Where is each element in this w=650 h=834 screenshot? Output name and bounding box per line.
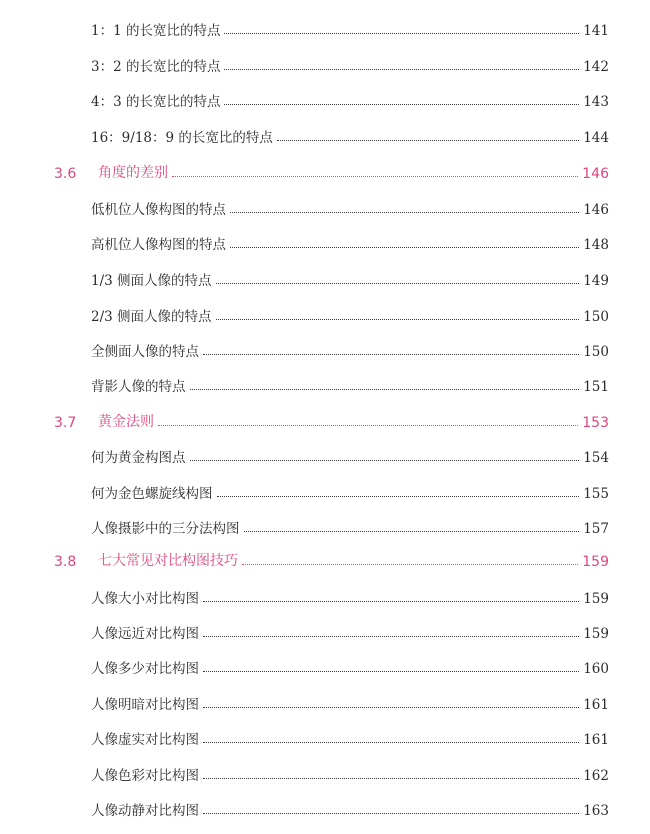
toc-entry-page: 144 [583, 130, 609, 146]
dot-leader [230, 247, 579, 248]
dot-leader [224, 33, 579, 34]
toc-section-heading[interactable] [54, 548, 609, 570]
toc-entry-page: 154 [583, 450, 609, 466]
toc-entry[interactable] [91, 797, 609, 819]
toc-entry-title: 低机位人像构图的特点 [91, 202, 226, 218]
toc-section-heading[interactable] [54, 409, 609, 431]
section-title: 黄金法则 [98, 414, 154, 430]
toc-entry-page: 159 [583, 626, 609, 642]
dot-leader [203, 707, 579, 708]
toc-entry-page: 155 [583, 486, 609, 502]
dot-leader [203, 636, 579, 637]
toc-entry-page: 141 [583, 23, 609, 39]
toc-entry-page: 142 [583, 59, 609, 75]
toc-entry[interactable] [91, 303, 609, 325]
dot-leader [203, 813, 579, 814]
toc-entry-page: 146 [583, 202, 609, 218]
toc-entry[interactable] [91, 373, 609, 395]
toc-entry-page: 151 [583, 379, 609, 395]
toc-entry[interactable] [91, 231, 609, 253]
section-page: 159 [582, 554, 609, 570]
section-page: 153 [582, 415, 609, 431]
section-number: 3.7 [54, 415, 77, 431]
toc-entry-page: 149 [583, 273, 609, 289]
toc-entry[interactable] [91, 655, 609, 677]
dot-leader [203, 601, 579, 602]
toc-entry-page: 150 [583, 309, 609, 325]
toc-entry[interactable] [91, 17, 609, 39]
section-page: 146 [582, 166, 609, 182]
toc-entry[interactable] [91, 444, 609, 466]
toc-entry-title: 人像远近对比构图 [91, 626, 199, 642]
toc-entry-title: 人像摄影中的三分法构图 [91, 521, 240, 537]
toc-entry-title: 人像大小对比构图 [91, 591, 199, 607]
dot-leader [172, 176, 578, 177]
dot-leader [190, 460, 580, 461]
dot-leader [190, 389, 580, 390]
dot-leader [224, 69, 579, 70]
toc-entry[interactable] [91, 515, 609, 537]
toc-entry[interactable] [91, 620, 609, 642]
toc-entry-title: 人像多少对比构图 [91, 661, 199, 677]
toc-entry-title: 1/3 侧面人像的特点 [91, 273, 212, 289]
toc-entry[interactable] [91, 267, 609, 289]
toc-entry-page: 162 [583, 768, 609, 784]
toc-entry[interactable] [91, 53, 609, 75]
toc-entry-title: 人像虚实对比构图 [91, 732, 199, 748]
dot-leader [277, 140, 579, 141]
toc-entry-title: 4：3 的长宽比的特点 [91, 94, 221, 110]
toc-entry-page: 163 [583, 803, 609, 819]
toc-entry-title: 人像明暗对比构图 [91, 697, 199, 713]
toc-section-heading[interactable] [54, 160, 609, 182]
toc-entry-page: 148 [583, 237, 609, 253]
toc-entry[interactable] [91, 726, 609, 748]
section-number: 3.8 [54, 554, 77, 570]
toc-entry-title: 何为金色螺旋线构图 [91, 486, 213, 502]
toc-entry[interactable] [91, 691, 609, 713]
toc-entry-page: 160 [583, 661, 609, 677]
toc-entry-page: 161 [583, 732, 609, 748]
dot-leader [242, 564, 578, 565]
toc-entry[interactable] [91, 124, 609, 146]
toc-entry-title: 何为黄金构图点 [91, 450, 186, 466]
toc-entry-page: 157 [583, 521, 609, 537]
toc-entry[interactable] [91, 338, 609, 360]
dot-leader [203, 778, 579, 779]
toc-entry[interactable] [91, 196, 609, 218]
section-title: 七大常见对比构图技巧 [98, 553, 238, 569]
toc-entry-title: 3：2 的长宽比的特点 [91, 59, 221, 75]
toc-entry-title: 全侧面人像的特点 [91, 344, 199, 360]
toc-entry-title: 人像色彩对比构图 [91, 768, 199, 784]
toc-entry[interactable] [91, 88, 609, 110]
toc-entry-title: 16：9/18：9 的长宽比的特点 [91, 130, 273, 146]
toc-entry-page: 159 [583, 591, 609, 607]
dot-leader [203, 671, 579, 672]
toc-entry-title: 背影人像的特点 [91, 379, 186, 395]
toc-entry-page: 150 [583, 344, 609, 360]
toc-entry-page: 161 [583, 697, 609, 713]
dot-leader [158, 425, 578, 426]
dot-leader [244, 531, 580, 532]
dot-leader [203, 354, 579, 355]
toc-entry[interactable] [91, 585, 609, 607]
toc-entry-title: 2/3 侧面人像的特点 [91, 309, 212, 325]
dot-leader [217, 496, 580, 497]
toc-entry[interactable] [91, 762, 609, 784]
toc-entry-title: 1：1 的长宽比的特点 [91, 23, 221, 39]
section-number: 3.6 [54, 166, 77, 182]
toc-entry-title: 人像动静对比构图 [91, 803, 199, 819]
dot-leader [216, 319, 580, 320]
dot-leader [230, 212, 579, 213]
dot-leader [216, 283, 580, 284]
toc-entry-page: 143 [583, 94, 609, 110]
toc-entry-title: 高机位人像构图的特点 [91, 237, 226, 253]
dot-leader [203, 742, 579, 743]
toc-entry[interactable] [91, 480, 609, 502]
section-title: 角度的差别 [98, 165, 168, 181]
dot-leader [224, 104, 579, 105]
